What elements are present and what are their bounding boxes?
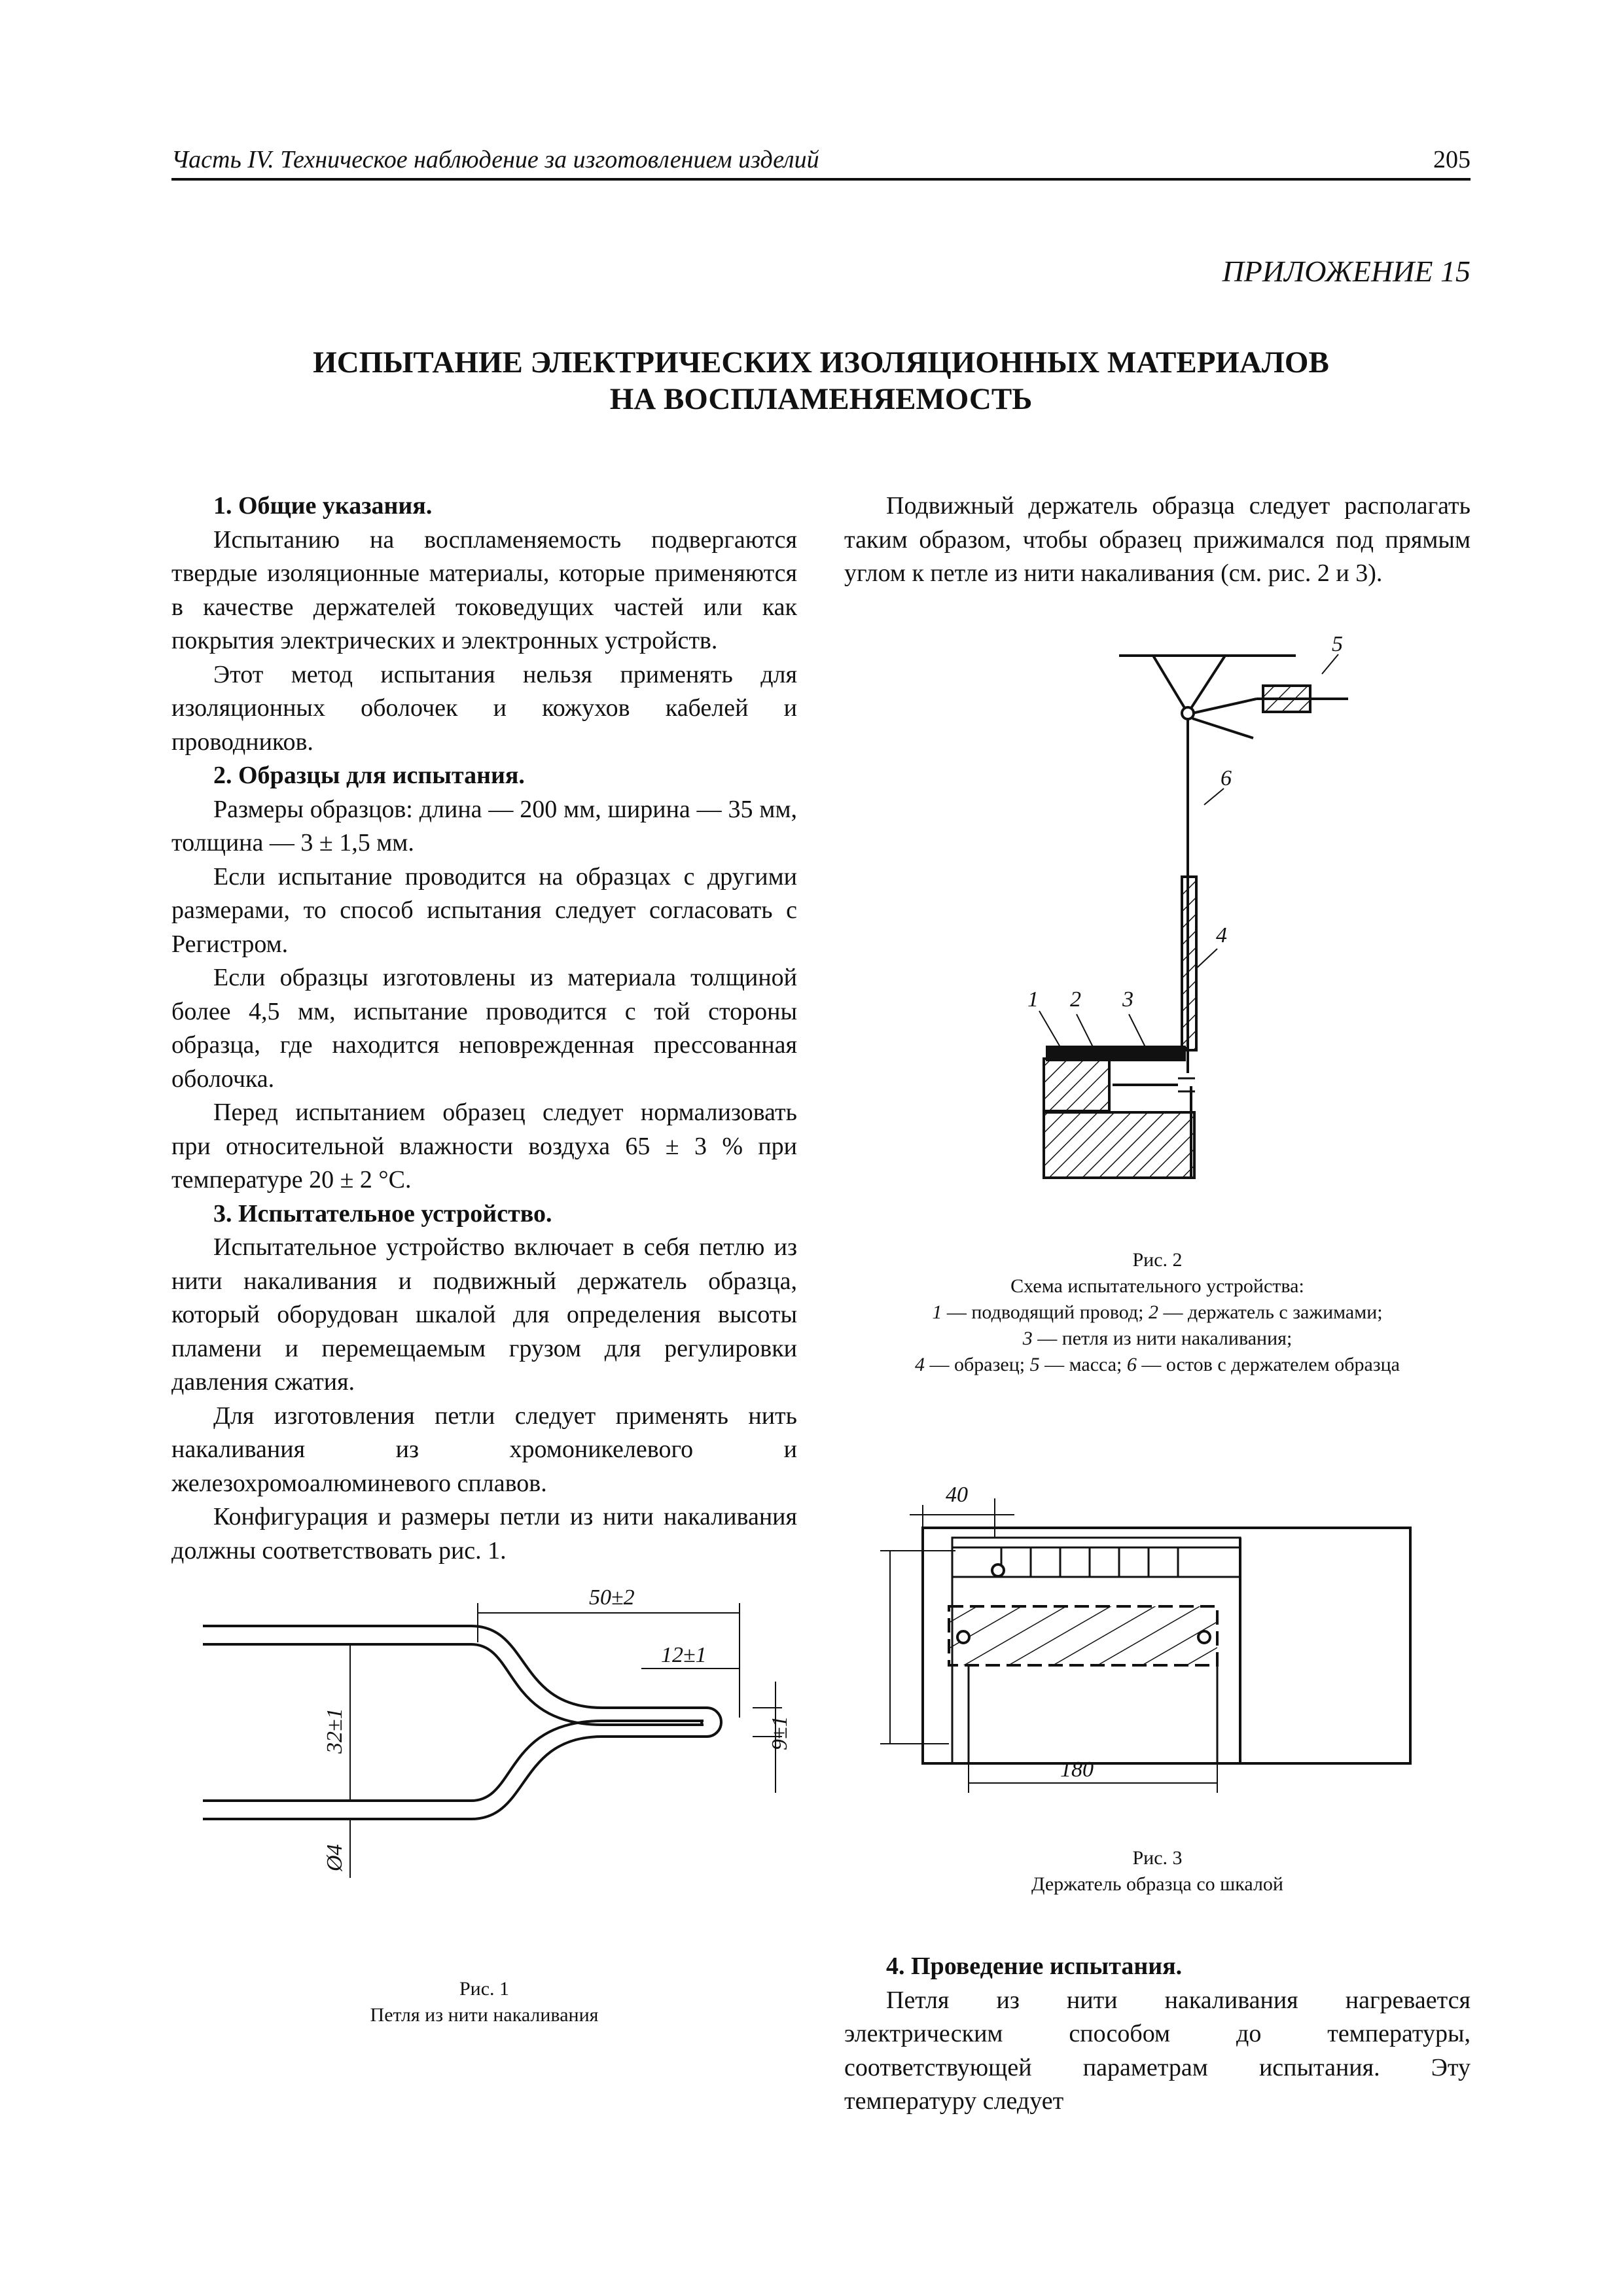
figure-1-caption [171,1976,797,2028]
page-number: 205 [1433,146,1471,173]
document-title [171,344,1471,417]
right-column [844,489,1471,591]
legend-number: 1 [932,1301,942,1323]
section-1-heading: 1. Общие указания. [213,492,433,520]
running-title: Часть IV. Техническое наблюдение за изготовлением изделий [171,146,819,173]
legend-number: 3 [1022,1328,1033,1349]
paragraph: Для изготовления петли следует применять нить накаливания из хромоникелевого и железохромоалюминевого сплавов. [171,1402,797,1497]
legend-number: 6 [1126,1354,1137,1375]
section-4 [844,1950,1471,2119]
figure-2-legend-line [844,1352,1471,1378]
legend-text: — масса; [1039,1354,1127,1375]
paragraph: Испытанию на воспламеняемость подвергаются твердые изоляционные материалы, которые применяются в качестве держателей токоведущих частей или как покрытия электрических и электронных устройств. [171,525,797,654]
callout-label: 6 [1221,766,1232,790]
legend-text: — остов с держателем образца [1136,1354,1400,1375]
legend-text: — подводящий провод; [942,1301,1149,1323]
figure-3-label: Рис. 3 [1132,1847,1183,1869]
figure-3-caption [844,1845,1471,1898]
paragraph: Размеры образцов: длина — 200 мм, ширина — 35 мм, толщина — 3 ± 1,5 мм. [171,795,797,857]
paragraph: Если образцы изготовлены из материала толщиной более 4,5 мм, испытание проводится с той стороны образца, где находится неповрежденная прессованная оболочка. [171,964,797,1093]
callout-label: 4 [1216,923,1227,947]
left-column [171,489,797,1568]
callout-label: 3 [1122,987,1133,1012]
legend-number: 2 [1148,1301,1158,1323]
figure-2-caption [844,1247,1471,1378]
figure-2-title: Схема испытательного устройства: [1010,1275,1304,1297]
section-4-heading: 4. Проведение испытания. [886,1952,1183,1980]
figure-3-drawing [864,1466,1453,1812]
callout-label: 5 [1332,632,1343,656]
title-line-1: ИСПЫТАНИЕ ЭЛЕКТРИЧЕСКИХ ИЗОЛЯЦИОННЫХ МАТЕРИАЛОВ [313,345,1329,380]
figure-1-title: Петля из нити накаливания [370,2004,599,2026]
callout-label: 2 [1070,987,1081,1012]
figure-2-legend-line [844,1326,1471,1352]
legend-text: — петля из нити накаливания; [1032,1328,1293,1349]
title-line-2: НА ВОСПЛАМЕНЯЕМОСТЬ [609,382,1033,416]
section-2-heading: 2. Образцы для испытания. [213,762,525,789]
dimension-label: Ø4 [323,1844,347,1871]
dimension-label: 50±2 [589,1585,635,1610]
dimension-label: 9±1 [768,1716,792,1750]
dimension-label: 40 [946,1483,968,1507]
paragraph: Петля из нити накаливания нагревается электрическим способом до температуры, соответствующей параметрам испытания. Эту температуру следует [844,1986,1471,2115]
callout-label: 1 [1027,987,1039,1012]
figure-1-drawing [190,1570,818,1911]
paragraph: Этот метод испытания нельзя применять для изоляционных оболочек и кожухов кабелей и проводников. [171,660,797,756]
paragraph: Испытательное устройство включает в себя петлю из нити накаливания и подвижный держатель образца, который оборудован шкалой для определения высоты пламени и перемещаемым грузом для регулировки давления сжатия. [171,1233,797,1396]
legend-number: 4 [915,1354,925,1375]
legend-number: 5 [1029,1354,1040,1375]
figure-1-label: Рис. 1 [459,1978,510,2000]
paragraph: Конфигурация и размеры петли из нити накаливания должны соответствовать рис. 1. [171,1503,797,1564]
paragraph: Если испытание проводится на образцах с другими размерами, то способ испытания следует согласовать с Регистром. [171,862,797,958]
header-rule [171,178,1471,181]
paragraph: Перед испытанием образец следует нормализовать при относительной влажности воздуха 65 ± 3 % при температуре 20 ± 2 °C. [171,1099,797,1193]
dimension-label: 32±1 [323,1708,347,1754]
legend-text: — держатель с зажимами; [1158,1301,1383,1323]
running-header [171,145,1471,174]
figure-2-legend-line [844,1299,1471,1326]
dimension-label: 12±1 [661,1643,707,1667]
section-3-heading: 3. Испытательное устройство. [213,1199,552,1227]
legend-text: — образец; [925,1354,1030,1375]
figure-3-title: Держатель образца со шкалой [1031,1873,1283,1895]
appendix-label: ПРИЛОЖЕНИЕ 15 [1222,255,1471,288]
figure-2-label: Рис. 2 [1132,1249,1183,1271]
dimension-label: 180 [1060,1757,1094,1782]
figure-2-drawing [982,628,1440,1217]
paragraph: Подвижный держатель образца следует располагать таким образом, чтобы образец прижимался под прямым углом к петле из нити накаливания (см. рис. 2 и 3). [844,492,1471,587]
